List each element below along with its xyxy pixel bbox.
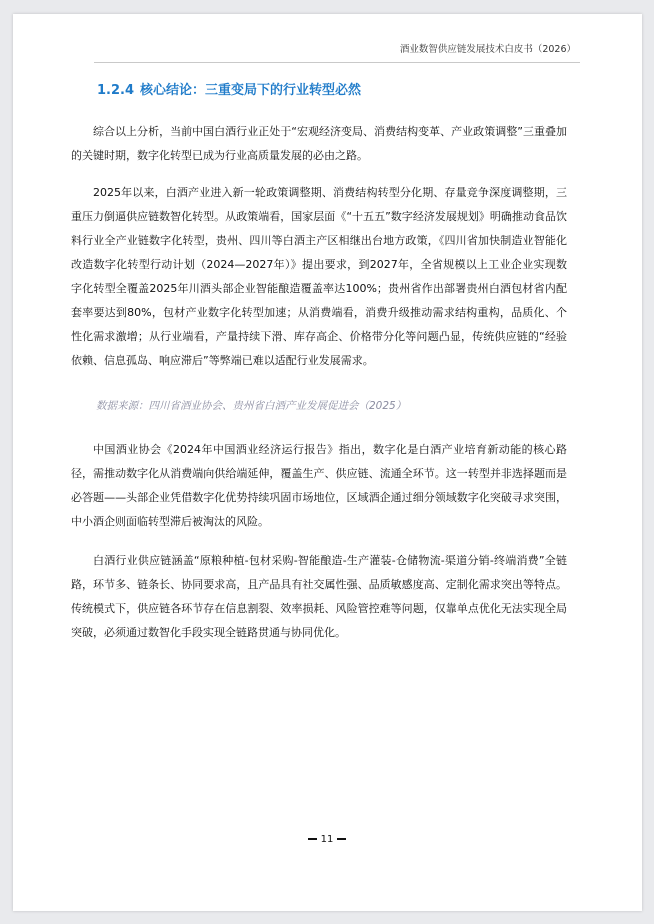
page-footer <box>0 834 654 845</box>
paragraph: 中国酒业协会《2024年中国酒业经济运行报告》指出，数字化是白酒产业培育新动能的核心路径，需推动数字化从消费端向供给端延伸，覆盖生产、供应链、流通全环节。这一转型并非选择题而是必答题——头部企业凭借数字化优势持续巩固市场地位，区域酒企通过细分领域数字化突破寻求突围，中小酒企则面临转型滞后被淘汰的风险。 <box>71 443 567 528</box>
paragraph: 2025年以来，白酒产业进入新一轮政策调整期、消费结构转型分化期、存量竞争深度调整期，三重压力倒逼供应链数智化转型。从政策端看，国家层面《“十五五”数字经济发展规划》明确推动食品饮料行业全产业链数字化转型，贵州、四川等白酒主产区相继出台地方政策，《四川省加快制造业智能化改造数字化转型行动计划（2024—2027年）》提出要求，到2027年，全省规模以上工业企业实现数字化转型全覆盖2025年川酒头部企业智能酿造覆盖率达100%；贵州省作出部署贵州白酒包材省内配套率要达到80%，包材产业数字化转型加速；从消费端看，消费升级推动需求结构重构，品质化、个性化需求激增；从行业端看，产量持续下滑、库存高企、价格带分化等问题凸显，传统供应链的“经验依赖、信息孤岛、响应滞后”等弊端已难以适配行业发展需求。 <box>71 186 567 367</box>
section-number: 1.2.4 <box>97 83 135 98</box>
section-heading <box>97 79 361 98</box>
dash-left <box>308 838 317 840</box>
paragraph-3-block <box>71 438 567 534</box>
paragraph-4-block <box>71 549 567 645</box>
paragraph-1-block <box>71 120 567 168</box>
section-title: 核心结论：三重变局下的行业转型必然 <box>140 83 362 98</box>
dash-right <box>337 838 346 840</box>
paragraph-2-block <box>71 181 567 373</box>
paragraph: 白酒行业供应链涵盖“原粮种植-包材采购-智能酿造-生产灌装-仓储物流-渠道分销-终端消费”全链路，环节多、链条长、协同要求高，且产品具有社交属性强、品质敏感度高、定制化需求突出等特点。传统模式下，供应链各环节存在信息割裂、效率损耗、风险管控难等问题，仅靠单点优化无法实现全局突破，必须通过数智化手段实现全链路贯通与协同优化。 <box>71 554 567 639</box>
paragraph: 综合以上分析，当前中国白酒行业正处于“宏观经济变局、消费结构变革、产业政策调整”三重叠加的关键时期，数字化转型已成为行业高质量发展的必由之路。 <box>71 125 567 162</box>
data-source-note: 数据来源：四川省酒业协会、贵州省白酒产业发展促进会（2025） <box>96 400 407 412</box>
page-number: 11 <box>320 834 334 845</box>
running-header: 酒业数智供应链发展技术白皮书（2026） <box>399 44 576 55</box>
header-divider <box>94 62 580 63</box>
